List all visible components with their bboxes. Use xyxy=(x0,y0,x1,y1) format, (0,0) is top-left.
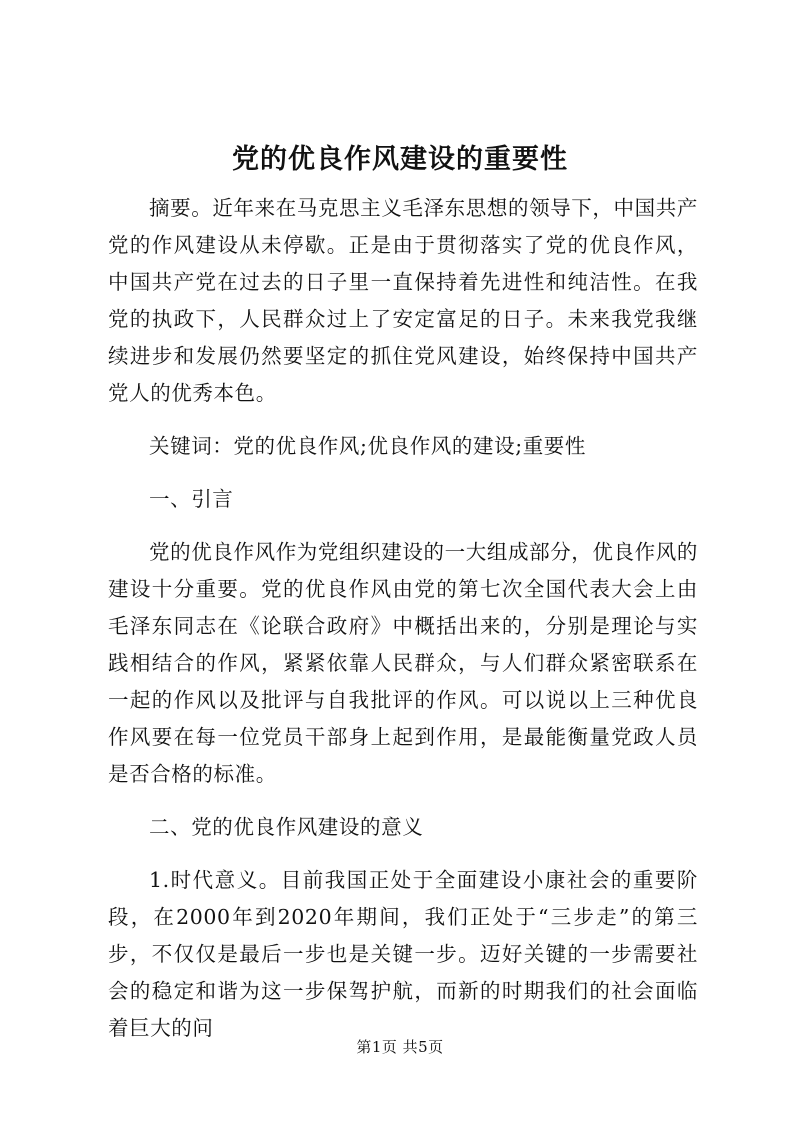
section-heading-significance: 二、党的优良作风建设的意义 xyxy=(149,815,424,839)
document-body xyxy=(108,190,698,1047)
document-title: 党的优良作风建设的重要性 xyxy=(232,144,568,175)
page-footer: 第1页 共5页 xyxy=(356,1038,444,1056)
significance-paragraph: 1.时代意义。目前我国正处于全面建设小康社会的重要阶段，在2000年到2020年期间，我们正处于“三步走”的第三步，不仅仅是最后一步也是关键一步。迈好关键的一步需要社会的稳定和谐为这一步保驾护航，而新的时期我们的社会面临着巨大的问 xyxy=(108,868,698,1040)
abstract-paragraph: 摘要。近年来在马克思主义毛泽东思想的领导下，中国共产党的作风建设从未停歇。正是由于贯彻落实了党的优良作风，中国共产党在过去的日子里一直保持着先进性和纯洁性。在我党的执政下，人民群众过上了安定富足的日子。未来我党我继续进步和发展仍然要坚定的抓住党风建设，始终保持中国共产党人的优秀本色。 xyxy=(108,196,698,405)
section-heading-introduction: 一、引言 xyxy=(149,487,234,511)
introduction-paragraph: 党的优良作风作为党组织建设的一大组成部分，优良作风的建设十分重要。党的优良作风由党的第七次全国代表大会上由毛泽东同志在《论联合政府》中概括出来的，分别是理论与实践相结合的作风，紧紧依靠人民群众，与人们群众紧密联系在一起的作风以及批评与自我批评的作风。可以说以上三种优良作风要在每一位党员干部身上起到作用，是最能衡量党政人员是否合格的标准。 xyxy=(108,540,698,786)
keywords-paragraph: 关键词：党的优良作风;优良作风的建设;重要性 xyxy=(149,434,587,458)
